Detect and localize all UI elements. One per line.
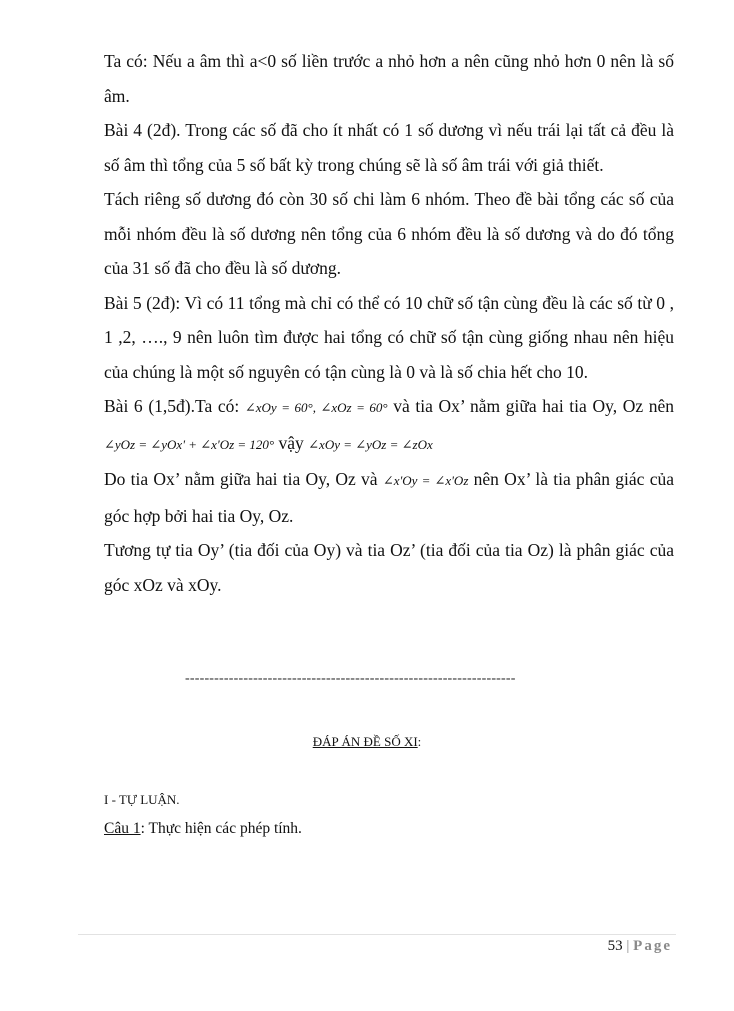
section-heading: I - TỰ LUẬN. — [104, 792, 180, 807]
answer-heading-colon: : — [417, 734, 422, 749]
text-run: Bài 6 (1,5đ).Ta có: — [104, 396, 245, 416]
text-run: Bài 5 (2đ): Vì có 11 tổng mà chỉ có thể có 10 chữ số tận cùng đều là các số từ 0 , 1 ,2, …., 9 nên luôn tìm được hai tổng có chữ số tận cùng giống nhau nên hiệu của chúng là một số nguyên có tận cùng là 0 và là số chia hết cho 10. — [104, 292, 674, 382]
body-text — [104, 44, 674, 602]
answer-heading — [0, 734, 734, 750]
footer-separator: | — [622, 938, 634, 954]
footer-rule — [78, 934, 676, 935]
question-label: Câu 1 — [104, 820, 141, 837]
math-formula: ∠x'Oy = ∠x'Oz — [382, 473, 469, 488]
text-run: Tách riêng số dương đó còn 30 số chi làm 6 nhóm. Theo đề bài tổng các số của mỗi nhóm đều là số dương nên tổng của 6 nhóm đều là số dương và do đó tổng của 31 số đã cho đều là số dương. — [104, 189, 674, 278]
paragraph-7 — [104, 533, 674, 602]
question-text: : Thực hiện các phép tính. — [140, 820, 302, 837]
page-label: Page — [633, 938, 672, 954]
text-run: nên Ox’ là tia phân giác của góc hợp bởi hai tia Oy, Oz. — [104, 469, 674, 526]
text-run: Do tia Ox’ nằm giữa hai tia Oy, Oz và — [104, 469, 383, 489]
text-run: Ta có: Nếu a âm thì a<0 số liền trước a nhỏ hơn a nên cũng nhỏ hơn 0 nên là số âm. — [104, 51, 674, 106]
math-formula: ∠yOz = ∠yOx' + ∠x'Oz = 120° — [104, 436, 275, 452]
text-run: Bài 4 (2đ). Trong các số đã cho ít nhất có 1 số dương vì nếu trái lại tất cả đều là số âm thì tổng của 5 số bất kỳ trong chúng sẽ là số âm trái với giả thiết. — [104, 120, 674, 175]
paragraph-bai-5 — [104, 286, 674, 390]
page-number: 53 — [607, 938, 623, 954]
text-run: vậy — [274, 432, 309, 453]
paragraph-1 — [104, 44, 674, 113]
page-footer — [608, 938, 672, 955]
math-formula: ∠xOy = ∠yOz = ∠zOx — [308, 436, 433, 452]
text-run: và tia Ox’ nằm giữa hai tia Oy, Oz nên — [387, 396, 675, 416]
paragraph-bai-6 — [104, 389, 674, 462]
section-divider: -------------------------------------------------------------------- — [185, 671, 516, 686]
paragraph-6 — [104, 462, 674, 533]
question-1 — [104, 820, 302, 838]
answer-heading-text: ĐÁP ÁN ĐỀ SỐ XI — [312, 734, 418, 749]
math-formula: ∠xOy = 60°, ∠xOz = 60° — [244, 400, 388, 415]
paragraph-3 — [104, 182, 674, 286]
text-run: Tương tự tia Oy’ (tia đối của Oy) và tia Oz’ (tia đối của tia Oz) là phân giác của góc xOz và xOy. — [104, 540, 674, 595]
paragraph-bai-4 — [104, 113, 674, 182]
